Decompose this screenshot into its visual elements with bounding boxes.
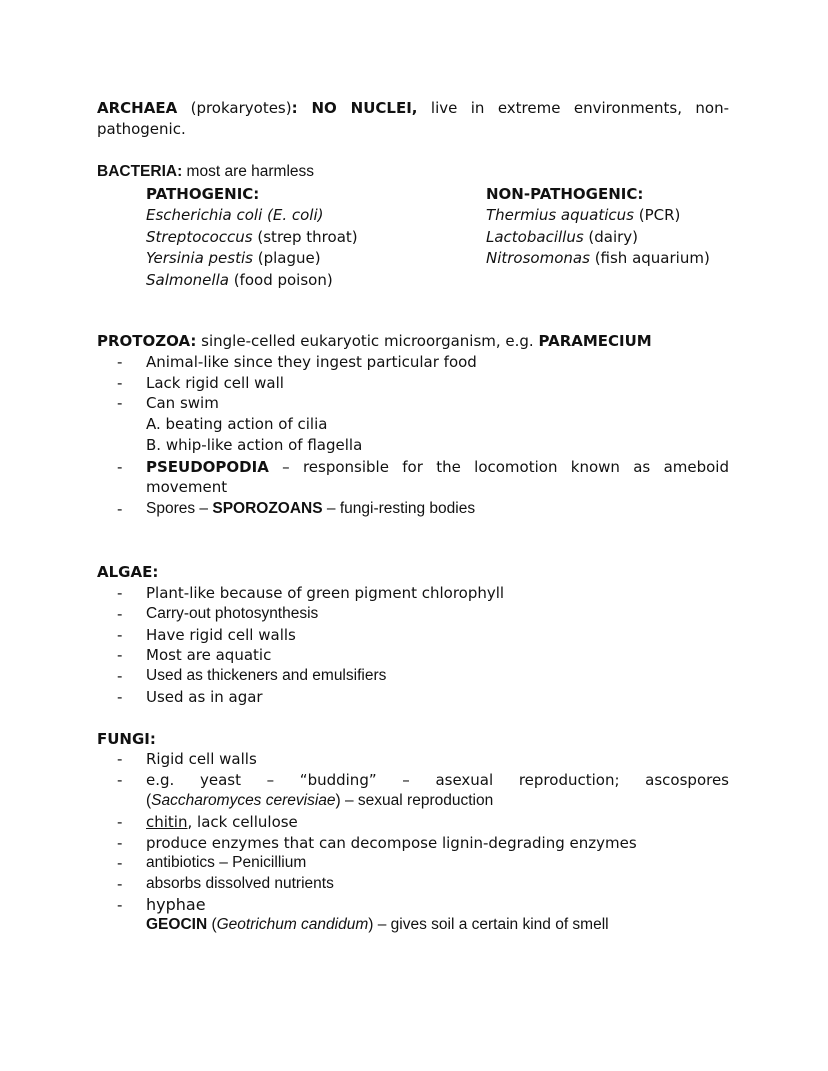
list-item: Can swim [146,394,219,412]
list-dash: - [117,584,123,602]
list-item: Carry-out photosynthesis [146,605,319,622]
chitin-word: chitin [146,813,188,831]
archaea-line-1 [97,98,729,118]
list-dash: - [117,667,123,685]
list-item: Used as thickeners and emulsifiers [146,667,387,684]
archaea-line-2: pathogenic. [97,120,186,138]
list-dash: - [117,374,123,392]
bacteria-label: BACTERIA: [97,163,183,180]
pathogenic-heading: PATHOGENIC: [146,185,260,203]
fungi-heading: FUNGI: [97,730,156,748]
list-dash: - [117,353,123,371]
list-item: Rigid cell walls [146,750,257,768]
list-dash: - [117,458,123,476]
list-dash: - [117,813,123,831]
list-dash: - [117,605,123,623]
sub-list-item: A. beating action of cilia [146,415,328,433]
bacteria-desc: most are harmless [182,163,315,180]
pseudopodia-line-2: movement [146,478,228,496]
list-item: Have rigid cell walls [146,626,296,644]
non-pathogenic-heading: NON-PATHOGENIC: [486,185,644,203]
protozoa-line [97,331,652,351]
list-dash: - [117,896,123,914]
list-dash: - [117,854,123,872]
list-dash: - [117,834,123,852]
geocin-line: GEOCIN (Geotrichum candidum) – gives soil a certain kind of smell [146,916,609,933]
bacteria-line [97,162,314,182]
list-item: hyphae [146,895,206,914]
archaea-colon: : [291,99,298,117]
archaea-nuclei: NO NUCLEI, [297,99,418,117]
pathogenic-item: Escherichia coli (E. coli) [146,206,324,224]
yeast-line-2: (Saccharomyces cerevisiae) – sexual reproduction [146,792,494,809]
list-item: antibiotics – Penicillium [146,854,307,871]
protozoa-label: PROTOZOA: [97,332,197,350]
chitin-line: chitin, lack cellulose [146,813,298,831]
sporozoans-label: SPOROZOANS [212,500,323,517]
list-dash: - [117,771,123,789]
list-item: absorbs dissolved nutrients [146,875,334,892]
list-dash: - [117,688,123,706]
pathogenic-item: Yersinia pestis (plague) [146,249,321,267]
archaea-label: ARCHAEA [97,99,178,117]
archaea-paren: (prokaryotes) [177,99,292,117]
archaea-desc: live in extreme environments, non- [417,99,729,117]
list-item: Most are aquatic [146,646,272,664]
non-pathogenic-item: Nitrosomonas (fish aquarium) [486,249,710,267]
list-item: Animal-like since they ingest particular food [146,353,477,371]
list-item: produce enzymes that can decompose lignin-degrading enzymes [146,834,637,852]
list-dash: - [117,626,123,644]
pseudopodia-line: PSEUDOPODIA – responsible for the locomotion known as ameboid [146,458,729,476]
list-dash: - [117,750,123,768]
protozoa-desc: single-celled eukaryotic microorganism, e.g. [196,332,539,350]
pathogenic-item: Salmonella (food poison) [146,271,333,289]
list-dash: - [117,394,123,412]
non-pathogenic-item: Thermius aquaticus (PCR) [486,206,681,224]
pseudopodia-label: PSEUDOPODIA [146,458,269,476]
yeast-line: e.g. yeast – “budding” – asexual reproduction; ascospores [146,771,729,789]
protozoa-example: PARAMECIUM [538,332,652,350]
list-item: Used as in agar [146,688,263,706]
non-pathogenic-item: Lactobacillus (dairy) [486,228,639,246]
geocin-label: GEOCIN [146,916,208,933]
list-dash: - [117,646,123,664]
pathogenic-item: Streptococcus (strep throat) [146,228,358,246]
spores-line: Spores – SPOROZOANS – fungi-resting bodies [146,500,476,517]
algae-heading: ALGAE: [97,563,159,581]
list-item: Plant-like because of green pigment chlorophyll [146,584,505,602]
list-dash: - [117,875,123,893]
sub-list-item: B. whip-like action of flagella [146,436,363,454]
list-dash: - [117,500,123,518]
list-item: Lack rigid cell wall [146,374,284,392]
